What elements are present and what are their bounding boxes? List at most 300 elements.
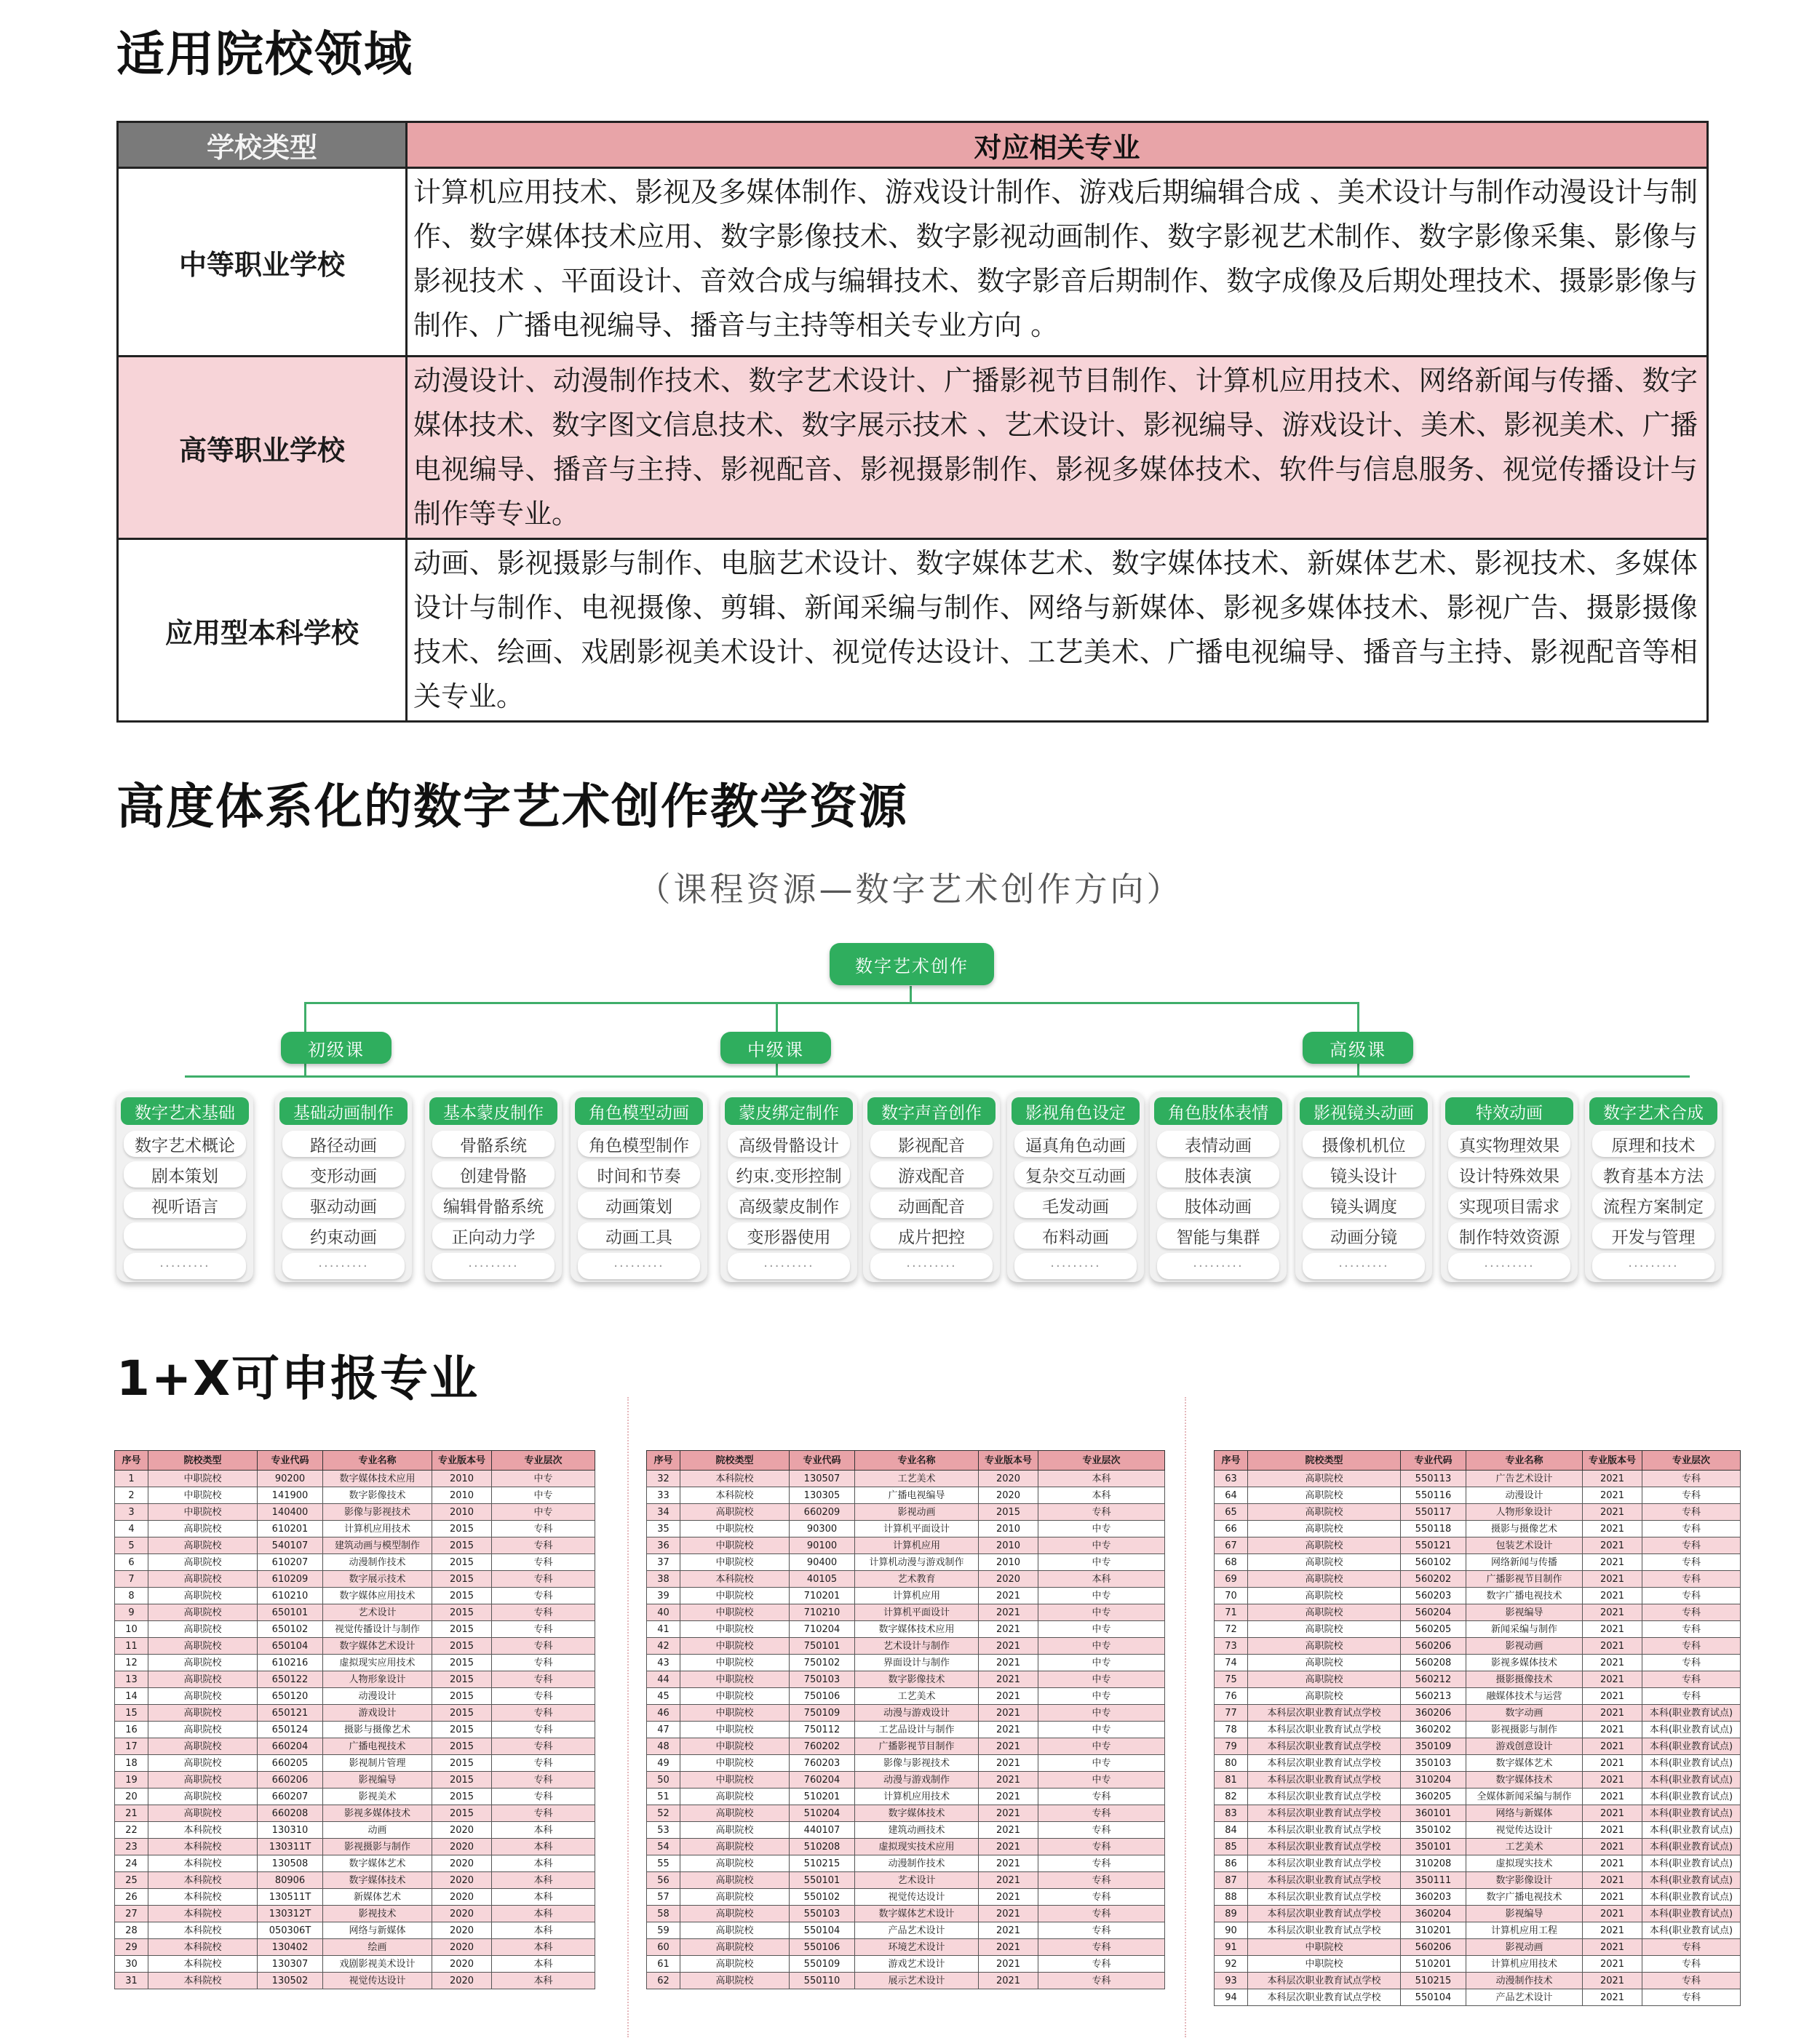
table-cell: 5: [115, 1537, 148, 1554]
table-row: [1215, 1805, 1741, 1822]
course-card: [863, 1091, 1000, 1282]
table-cell: 本科层次职业教育试点学校: [1248, 1839, 1401, 1855]
table-cell: 2015: [432, 1588, 492, 1604]
table-cell: 计算机应用工程: [1466, 1922, 1583, 1939]
course-more-placeholder: ·········: [1303, 1253, 1425, 1279]
table-cell: 高职院校: [1248, 1638, 1401, 1655]
table-cell: 2021: [979, 1922, 1038, 1939]
course-topic: 实现项目需求: [1448, 1192, 1570, 1218]
table-cell: 130305: [790, 1487, 855, 1504]
table-cell: 2021: [979, 1839, 1038, 1855]
course-title: 角色肢体表情: [1154, 1097, 1282, 1125]
table-cell: 2021: [1583, 1805, 1642, 1822]
table-cell: 高职院校: [148, 1671, 258, 1688]
table-cell: 本科院校: [680, 1487, 790, 1504]
table-cell: 广播影视节目制作: [855, 1738, 979, 1755]
table-cell: 55: [647, 1855, 680, 1872]
table-cell: 6: [115, 1554, 148, 1571]
table-cell: 2020: [432, 1822, 492, 1839]
table-cell: 本科层次职业教育试点学校: [1248, 1789, 1401, 1805]
table-cell: 影视摄影与制作: [323, 1839, 432, 1855]
course-card: [116, 1091, 253, 1282]
table-cell: 戏剧影视美术设计: [323, 1956, 432, 1973]
table-cell: 虚拟现实应用技术: [323, 1655, 432, 1671]
table-cell: 动漫制作技术: [1466, 1973, 1583, 1989]
table-cell: 中职院校: [680, 1621, 790, 1638]
table-cell: 48: [647, 1738, 680, 1755]
course-topic: 数字艺术概论: [124, 1131, 246, 1157]
table-row: [647, 1621, 1165, 1638]
table-cell: 2021: [1583, 1939, 1642, 1956]
table-cell: 2020: [979, 1471, 1038, 1487]
column-header: 序号: [1215, 1451, 1248, 1471]
course-topic: 逼真角色动画: [1014, 1131, 1137, 1157]
table-row: [647, 1772, 1165, 1789]
table-cell: 2021: [979, 1705, 1038, 1722]
table-cell: 视觉传达设计: [855, 1889, 979, 1906]
table-cell: 2021: [1583, 1855, 1642, 1872]
table-row: [115, 1738, 595, 1755]
table-cell: 2021: [1583, 1671, 1642, 1688]
column-header: 院校类型: [1248, 1451, 1401, 1471]
table-cell: 专科: [1038, 1822, 1165, 1839]
table-cell: 2015: [432, 1772, 492, 1789]
table-cell: 本科层次职业教育试点学校: [1248, 1973, 1401, 1989]
table-cell: 050306T: [258, 1922, 323, 1939]
table-cell: 19: [115, 1772, 148, 1789]
table-cell: 550106: [790, 1939, 855, 1956]
table-cell: 艺术设计与制作: [855, 1638, 979, 1655]
table-cell: 660208: [258, 1805, 323, 1822]
table-cell: 本科(职业教育试点): [1642, 1772, 1741, 1789]
table-cell: 专科: [492, 1772, 595, 1789]
table-cell: 2020: [432, 1906, 492, 1922]
table-cell: 72: [1215, 1621, 1248, 1638]
table-cell: 影视编导: [1466, 1604, 1583, 1621]
table-cell: 本科(职业教育试点): [1642, 1906, 1741, 1922]
table-cell: 本科院校: [148, 1822, 258, 1839]
table-cell: 计算机动漫与游戏制作: [855, 1554, 979, 1571]
table-cell: 专科: [492, 1621, 595, 1638]
course-title: 影视角色设定: [1012, 1097, 1140, 1125]
table-cell: 本科: [1038, 1487, 1165, 1504]
table-cell: 45: [647, 1688, 680, 1705]
course-title: 基础动画制作: [279, 1097, 408, 1125]
table-cell: 专科: [1038, 1504, 1165, 1521]
table-row: [115, 1537, 595, 1554]
table-cell: 2021: [1583, 1956, 1642, 1973]
table-cell: 140400: [258, 1504, 323, 1521]
table-header-row: [647, 1451, 1165, 1471]
table-cell: 专科: [1038, 1889, 1165, 1906]
table-cell: 21: [115, 1805, 148, 1822]
course-topic: 流程方案制定: [1592, 1192, 1714, 1218]
table-row: [1215, 1872, 1741, 1889]
table-cell: 专科: [1038, 1872, 1165, 1889]
table-cell: 360202: [1401, 1722, 1466, 1738]
table-cell: 130402: [258, 1939, 323, 1956]
table-cell: 2010: [979, 1554, 1038, 1571]
table-cell: 专科: [1038, 1789, 1165, 1805]
table-row: [647, 1805, 1165, 1822]
table-cell: 专科: [492, 1738, 595, 1755]
table-cell: 绘画: [323, 1939, 432, 1956]
table-cell: 新媒体艺术: [323, 1889, 432, 1906]
table-cell: 专科: [1038, 1956, 1165, 1973]
column-header: 专业层次: [492, 1451, 595, 1471]
table-row: [115, 1973, 595, 1989]
table-cell: 51: [647, 1789, 680, 1805]
course-more-placeholder: ·········: [124, 1253, 246, 1279]
table-cell: 影视动画: [1466, 1638, 1583, 1655]
course-topic: 约束.变形控制: [728, 1161, 850, 1187]
table-cell: 2015: [432, 1655, 492, 1671]
table-cell: 2020: [432, 1973, 492, 1989]
table-row: [1215, 1655, 1741, 1671]
table-cell: 67: [1215, 1537, 1248, 1554]
table-cell: 高职院校: [148, 1722, 258, 1738]
table-row: [1215, 1554, 1741, 1571]
table-cell: 工艺品设计与制作: [855, 1722, 979, 1738]
table-row: [1215, 1956, 1741, 1973]
table-cell: 本科(职业教育试点): [1642, 1738, 1741, 1755]
course-topic: 毛发动画: [1014, 1192, 1137, 1218]
table-cell: 40105: [790, 1571, 855, 1588]
table-row: [115, 1621, 595, 1638]
table-cell: 650122: [258, 1671, 323, 1688]
table-cell: 650102: [258, 1621, 323, 1638]
table-cell: 2015: [432, 1755, 492, 1772]
table-row: [118, 539, 1708, 722]
table-row: [647, 1789, 1165, 1805]
table-cell: 2015: [432, 1705, 492, 1722]
table-cell: 560204: [1401, 1604, 1466, 1621]
table-cell: 本科层次职业教育试点学校: [1248, 1722, 1401, 1738]
table-cell: 影像与影视技术: [323, 1504, 432, 1521]
table-cell: 16: [115, 1722, 148, 1738]
table-cell: 660207: [258, 1789, 323, 1805]
table-row: [1215, 1989, 1741, 2006]
table-cell: 专科: [1642, 1588, 1741, 1604]
table-row: [647, 1872, 1165, 1889]
table-cell: 2020: [432, 1956, 492, 1973]
table-cell: 650124: [258, 1722, 323, 1738]
table-cell: 710204: [790, 1621, 855, 1638]
table-cell: 专科: [1642, 1621, 1741, 1638]
table-cell: 77: [1215, 1705, 1248, 1722]
table-cell: 高职院校: [1248, 1588, 1401, 1604]
table-cell: 中职院校: [680, 1655, 790, 1671]
table-cell: 中专: [1038, 1722, 1165, 1738]
table-cell: 本科层次职业教育试点学校: [1248, 1989, 1401, 2006]
course-more-placeholder: ·········: [578, 1253, 700, 1279]
table-cell: 90100: [790, 1537, 855, 1554]
table-cell: 80906: [258, 1872, 323, 1889]
header-school-type: 学校类型: [118, 122, 407, 168]
table-cell: 影视美术: [323, 1789, 432, 1805]
table-row: [1215, 1755, 1741, 1772]
table-cell: 中职院校: [680, 1521, 790, 1537]
table-cell: 环境艺术设计: [855, 1939, 979, 1956]
table-cell: 动漫与游戏设计: [855, 1705, 979, 1722]
table-cell: 2021: [1583, 1504, 1642, 1521]
course-more-placeholder: ·········: [870, 1253, 993, 1279]
table-cell: 130511T: [258, 1889, 323, 1906]
table-cell: 2021: [979, 1889, 1038, 1906]
table-cell: 39: [647, 1588, 680, 1604]
course-title: 数字声音创作: [867, 1097, 996, 1125]
table-row: [647, 1738, 1165, 1755]
table-cell: 本科(职业教育试点): [1642, 1922, 1741, 1939]
table-cell: 网络与新媒体: [323, 1922, 432, 1939]
table-cell: 计算机平面设计: [855, 1521, 979, 1537]
table-row: [647, 1604, 1165, 1621]
table-cell: 52: [647, 1805, 680, 1822]
table-row: [647, 1537, 1165, 1554]
table-cell: 2020: [432, 1872, 492, 1889]
table-cell: 高职院校: [680, 1504, 790, 1521]
table-cell: 数字媒体应用技术: [323, 1588, 432, 1604]
table-cell: 高职院校: [1248, 1571, 1401, 1588]
table-cell: 74: [1215, 1655, 1248, 1671]
table-cell: 90300: [790, 1521, 855, 1537]
table-cell: 360204: [1401, 1906, 1466, 1922]
table-cell: 本科: [492, 1922, 595, 1939]
table-row: [1215, 1973, 1741, 1989]
course-card: [1150, 1091, 1287, 1282]
table-row: [115, 1889, 595, 1906]
table-cell: 66: [1215, 1521, 1248, 1537]
course-topic: 动画分镜: [1303, 1222, 1425, 1249]
table-row: [1215, 1621, 1741, 1638]
course-title: 基本蒙皮制作: [429, 1097, 557, 1125]
table-cell: 专科: [492, 1705, 595, 1722]
column-header: 专业名称: [323, 1451, 432, 1471]
table-cell: 数字影像技术: [855, 1671, 979, 1688]
table-cell: 2021: [1583, 1973, 1642, 1989]
table-cell: 84: [1215, 1822, 1248, 1839]
table-cell: 550110: [790, 1973, 855, 1989]
table-cell: 数字影像技术: [323, 1487, 432, 1504]
table-cell: 71: [1215, 1604, 1248, 1621]
table-row: [1215, 1571, 1741, 1588]
table-cell: 2010: [432, 1504, 492, 1521]
table-cell: 2021: [1583, 1487, 1642, 1504]
table-cell: 2020: [432, 1889, 492, 1906]
table-cell: 76: [1215, 1688, 1248, 1705]
table-cell: 2020: [432, 1922, 492, 1939]
table-cell: 高职院校: [1248, 1655, 1401, 1671]
table-cell: 本科: [1038, 1571, 1165, 1588]
table-cell: 高职院校: [148, 1537, 258, 1554]
connector-line: [304, 1002, 306, 1033]
table-cell: 510215: [1401, 1973, 1466, 1989]
table-cell: 高职院校: [1248, 1471, 1401, 1487]
level-node-beginner: 初级课: [281, 1032, 392, 1064]
table-cell: 高职院校: [1248, 1537, 1401, 1554]
table-cell: 550109: [790, 1956, 855, 1973]
table-row: [1215, 1822, 1741, 1839]
table-cell: 高职院校: [148, 1738, 258, 1755]
table-cell: 专科: [492, 1638, 595, 1655]
course-topic: 动画配音: [870, 1192, 993, 1218]
course-card: [1007, 1091, 1144, 1282]
table-cell: 影视多媒体技术: [323, 1805, 432, 1822]
table-cell: 中职院校: [680, 1537, 790, 1554]
table-row: [1215, 1738, 1741, 1755]
table-cell: 2021: [979, 1588, 1038, 1604]
table-cell: 130502: [258, 1973, 323, 1989]
table-cell: 高职院校: [148, 1638, 258, 1655]
chart-subtitle: （课程资源—数字艺术创作方向）: [637, 870, 1183, 909]
table-cell: 视觉传播设计与制作: [323, 1621, 432, 1638]
table-row: [115, 1772, 595, 1789]
table-cell: 360101: [1401, 1805, 1466, 1822]
table-cell: 艺术教育: [855, 1571, 979, 1588]
table-cell: 510201: [790, 1789, 855, 1805]
table-cell: 本科院校: [148, 1872, 258, 1889]
table-cell: 专科: [492, 1571, 595, 1588]
table-cell: 专科: [1642, 1554, 1741, 1571]
table-cell: 550116: [1401, 1487, 1466, 1504]
root-node: 数字艺术创作: [830, 943, 994, 985]
table-cell: 中职院校: [680, 1604, 790, 1621]
table-cell: 8: [115, 1588, 148, 1604]
table-cell: 350102: [1401, 1822, 1466, 1839]
table-cell: 数字媒体技术: [323, 1872, 432, 1889]
table-cell: 350111: [1401, 1872, 1466, 1889]
majors-cell: 动漫设计、动漫制作技术、数字艺术设计、广播影视节目制作、计算机应用技术、网络新闻与传播、数字媒体技术、数字图文信息技术、数字展示技术 、艺术设计、影视编导、游戏设计、美术、影视美术、广播电视编导、播音与主持、影视配音、影视摄影制作、影视多媒体技术、软件与信息服务、视觉传播设计与制作等专业。: [407, 357, 1708, 539]
table-cell: 68: [1215, 1554, 1248, 1571]
course-card: [571, 1091, 707, 1282]
table-cell: 专科: [1642, 1571, 1741, 1588]
table-cell: 专科: [1038, 1939, 1165, 1956]
table-cell: 专科: [1038, 1855, 1165, 1872]
table-cell: 产品艺术设计: [1466, 1989, 1583, 2006]
table-cell: 本科(职业教育试点): [1642, 1889, 1741, 1906]
column-header: 专业名称: [855, 1451, 979, 1471]
table-row: [115, 1588, 595, 1604]
table-cell: 27: [115, 1906, 148, 1922]
table-cell: 界面设计与制作: [855, 1655, 979, 1671]
course-card: [1441, 1091, 1578, 1282]
table-row: [1215, 1705, 1741, 1722]
table-cell: 550118: [1401, 1521, 1466, 1537]
table-cell: 2021: [1583, 1889, 1642, 1906]
table-cell: 中专: [1038, 1688, 1165, 1705]
table-cell: 人物形象设计: [323, 1671, 432, 1688]
table-cell: 610201: [258, 1521, 323, 1537]
table-cell: 高职院校: [148, 1805, 258, 1822]
table-cell: 130507: [790, 1471, 855, 1487]
table-cell: 专科: [1642, 1504, 1741, 1521]
table-cell: 24: [115, 1855, 148, 1872]
table-cell: 760202: [790, 1738, 855, 1755]
table-cell: 2021: [1583, 1537, 1642, 1554]
table-cell: 310204: [1401, 1772, 1466, 1789]
table-cell: 中职院校: [680, 1772, 790, 1789]
table-cell: 2021: [1583, 1471, 1642, 1487]
table-cell: 中职院校: [148, 1471, 258, 1487]
course-more-placeholder: ·········: [1448, 1253, 1570, 1279]
table-cell: 750106: [790, 1688, 855, 1705]
table-cell: 79: [1215, 1738, 1248, 1755]
table-row: [1215, 1604, 1741, 1621]
course-topic: 视听语言: [124, 1192, 246, 1218]
table-cell: 高职院校: [680, 1956, 790, 1973]
table-row: [115, 1705, 595, 1722]
table-cell: 2021: [1583, 1521, 1642, 1537]
table-cell: 数字媒体技术: [855, 1805, 979, 1822]
table-cell: 中专: [1038, 1604, 1165, 1621]
table-cell: 510215: [790, 1855, 855, 1872]
table-cell: 本科(职业教育试点): [1642, 1839, 1741, 1855]
course-card: [425, 1091, 562, 1282]
table-cell: 本科: [1038, 1471, 1165, 1487]
table-cell: 2021: [979, 1805, 1038, 1822]
table-cell: 141900: [258, 1487, 323, 1504]
table-cell: 中专: [1038, 1772, 1165, 1789]
table-cell: 高职院校: [148, 1604, 258, 1621]
table-cell: 中专: [1038, 1705, 1165, 1722]
table-cell: 影视动画: [855, 1504, 979, 1521]
table-cell: 56: [647, 1872, 680, 1889]
course-topic: 原理和技术: [1592, 1131, 1714, 1157]
table-cell: 高职院校: [1248, 1487, 1401, 1504]
table-cell: 53: [647, 1822, 680, 1839]
table-cell: 130310: [258, 1822, 323, 1839]
table-cell: 2021: [1583, 1604, 1642, 1621]
table-cell: 数字动画: [1466, 1705, 1583, 1722]
table-cell: 动漫制作技术: [323, 1554, 432, 1571]
table-cell: 9: [115, 1604, 148, 1621]
table-cell: 新闻采编与制作: [1466, 1621, 1583, 1638]
table-cell: 专科: [1642, 1638, 1741, 1655]
table-header-row: [115, 1451, 595, 1471]
table-cell: 2010: [979, 1537, 1038, 1554]
table-cell: 1: [115, 1471, 148, 1487]
table-cell: 工艺美术: [855, 1688, 979, 1705]
table-cell: 虚拟现实技术应用: [855, 1839, 979, 1855]
table-cell: 本科(职业教育试点): [1642, 1722, 1741, 1738]
table-cell: 550121: [1401, 1537, 1466, 1554]
table-cell: 2015: [432, 1604, 492, 1621]
table-cell: 虚拟现实技术: [1466, 1855, 1583, 1872]
table-row: [115, 1855, 595, 1872]
column-header: 序号: [115, 1451, 148, 1471]
table-row: [115, 1671, 595, 1688]
school-type-cell: 应用型本科学校: [118, 539, 407, 722]
table-cell: 专科: [1038, 1805, 1165, 1822]
table-cell: 650104: [258, 1638, 323, 1655]
table-cell: 游戏艺术设计: [855, 1956, 979, 1973]
table-cell: 2010: [432, 1471, 492, 1487]
table-row: [115, 1922, 595, 1939]
table-cell: 59: [647, 1922, 680, 1939]
table-cell: 28: [115, 1922, 148, 1939]
table-cell: 350101: [1401, 1839, 1466, 1855]
table-cell: 动漫与游戏制作: [855, 1772, 979, 1789]
table-cell: 专科: [492, 1655, 595, 1671]
table-cell: 本科: [492, 1839, 595, 1855]
table-cell: 560206: [1401, 1638, 1466, 1655]
table-cell: 高职院校: [680, 1889, 790, 1906]
table-cell: 510204: [790, 1805, 855, 1822]
table-cell: 动画: [323, 1822, 432, 1839]
table-row: [1215, 1939, 1741, 1956]
table-cell: 本科院校: [148, 1839, 258, 1855]
table-cell: 2021: [979, 1872, 1038, 1889]
